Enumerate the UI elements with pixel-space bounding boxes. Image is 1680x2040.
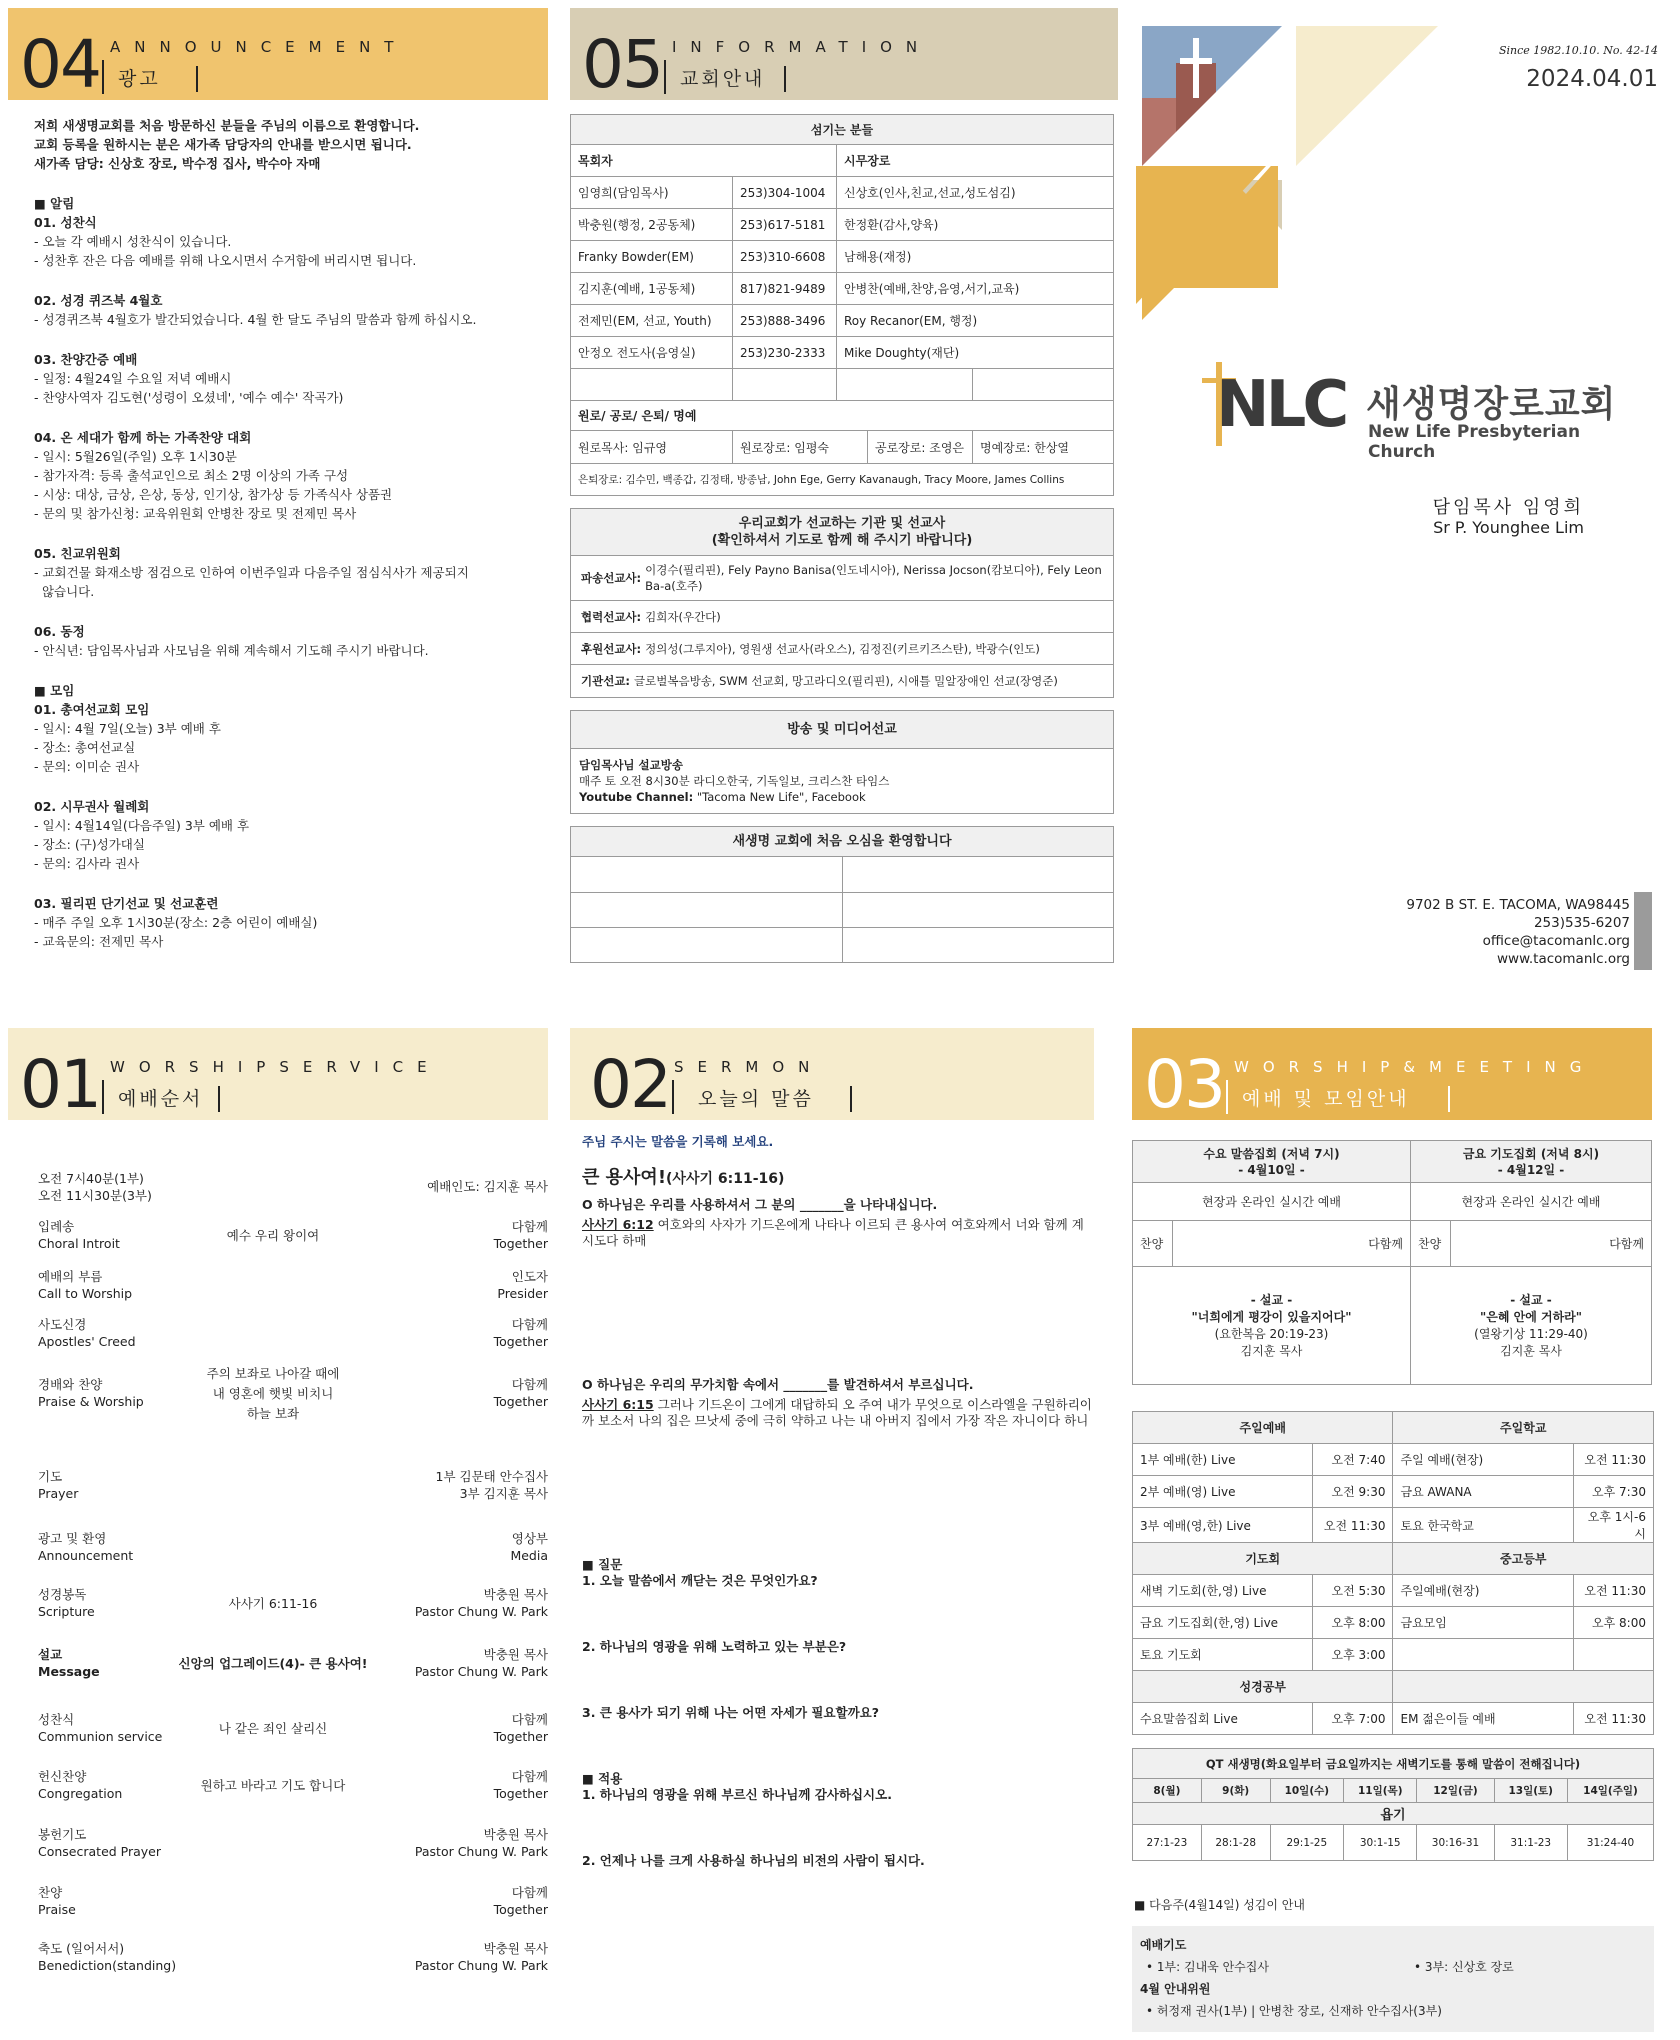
table-row: 1부 예배(한) Live 오전 7:40 주일 예배(현장) 오전 11:30 — [1133, 1444, 1654, 1476]
list-item: 01. 총여선교회 모임 - 일시: 4월 7일(오늘) 3부 예배 후 - 장소: 총여선교실 - 문의: 이미순 권사 — [34, 702, 221, 774]
issue-date: 2024.04.01 — [1526, 66, 1658, 92]
section-number: 04 — [20, 26, 100, 103]
sermon-body: 주님 주시는 말씀을 기록해 보세요. 큰 용사여!(사사기 6:11-16) O 하나님은 우리를 사용하셔서 그 분의 _______을 나타내십니다. 사사기 6:12 여호와의 사자가 기드온에게 나타나 이르되 큰 용사여 여호와께서 너와 함께 계시도다 하매 O 하나님은 우리의 무가치함 속에서 _______를 발견하셔서 부르십니다. 사사기 6:15 그러나 기드온이 그에게 대답하되 오 주여 내가 무엇으로 이스라엘을 구원하리이까 보소서 나의 집은 므낫세 중에 극히 약하고 나는 내 아버지 집에서 가장 작은 자니이다 하니 ■ 질문 1. 오늘 말씀에서 깨닫는 것은 무엇인가요? 2. 하나님의 영광을 위해 노력하고 있는 부분은? 3. 큰 용사가 되기 위해 나는 어떤 자세가 필요할까요? ■ 적용 1. 하나님의 영광을 위해 부르신 하나님께 감사하십시오. 2. 언제나 나를 크게 사용하실 하나님의 비전의 사람이 됩시다. — [582, 1134, 1094, 1869]
notice-list — [34, 213, 544, 660]
table-row: 임영희(담임목사) 253)304-1004 신상호(인사,친교,선교,성도섬김) — [571, 177, 1114, 209]
church-name-en: New Life Presbyterian Church — [1368, 422, 1581, 462]
meeting-list — [34, 700, 544, 951]
table-row: 금요 기도집회(한,영) Live 오후 8:00 금요모임 오후 8:00 — [1133, 1607, 1654, 1639]
table-row: 주일예배 주일학교 — [1133, 1412, 1654, 1444]
table-row: 수요말씀집회 Live 오후 7:00 EM 젊은이들 예배 오전 11:30 — [1133, 1703, 1654, 1735]
questions-heading: ■ 질문 — [582, 1557, 623, 1572]
list-item: 02. 시무권사 월례회 - 일시: 4월14일(다음주일) 3부 예배 후 - 장소: (구)성가대실 - 문의: 김사라 권사 — [34, 799, 250, 871]
list-item: 06. 동정 - 안식년: 담임목사님과 사모님을 위해 계속해서 기도해 주시기 바랍니다. — [34, 624, 429, 658]
qt-table: QT 새생명(화요일부터 금요일까지는 새벽기도를 통해 말씀이 전해집니다) 8(월) 9(화) 10일(수) 11일(목) 12일(금) 13일(토) 14일(주일) 욥기 27:1-23 28:1-28 29:1-25 30:1-15 30:16-31 31:1-23 31:24-40 — [1132, 1748, 1654, 1861]
logo-letters: NLC — [1216, 368, 1346, 442]
announcement-body — [34, 116, 544, 972]
list-item: 03. 필리핀 단기선교 및 선교훈련 - 매주 주일 오후 1시30분(장소: 2층 어린이 예배실) - 교육문의: 전제민 목사 — [34, 896, 318, 949]
qt-book: 욥기 — [1133, 1803, 1654, 1825]
announcement-intro: 저희 새생명교회를 처음 방문하신 분들을 주님의 이름으로 환영합니다. 교회 등록을 원하시는 분은 새가족 담당자의 안내를 받으시면 됩니다. 새가족 담당: 신상호 장로, 박수정 집사, 박수아 자매 — [34, 118, 420, 171]
table-row: Franky Bowder(EM) 253)310-6608 남해용(재정) — [571, 241, 1114, 273]
section-title-en: WORSHIP&MEETING — [1234, 1058, 1596, 1076]
welcome-section: 새생명 교회에 처음 오심을 환영합니다 — [570, 826, 1114, 963]
meeting-heading: ■ 모임 — [34, 683, 75, 698]
information-body — [570, 114, 1114, 963]
table-row: 3부 예배(영,한) Live 오전 11:30 토요 한국학교 오후 1시-6시 — [1133, 1508, 1654, 1543]
prayer-box: 예배기도 • 1부: 김내욱 안수집사 • 3부: 신상호 장로 4월 안내위원 • 허정재 권사(1부) | 안병찬 장로, 신재하 안수집사(3부) — [1132, 1926, 1654, 2032]
announcement-panel — [8, 8, 548, 998]
notice-heading: ■ 알림 — [34, 196, 75, 211]
information-panel — [570, 8, 1118, 998]
serving-title: 섬기는 분들 — [571, 115, 1114, 145]
pastor-name-en: Sr P. Younghee Lim — [1433, 518, 1584, 537]
worship-order: 오전 7시40분(1부) 오전 11시30분(3부) 예배인도: 김지훈 목사 입례송 Choral Introit 예수 우리 왕이여 다함께 Together 예배의 부름 Call to Worship 인도자 Presider 사도신경 Apostles' Creed 다함께 Together 경배와 찬양 Praise & Worship 주의 보좌로 나아갈 때에 내 영혼에 햇빛 비치니 하늘 보좌 다함께 Together 기도 Prayer 1부 김문태 안수집사 3부 김지훈 목사 광고 및 환영 Announcement 영상부 Media 성경봉독 Scripture 사사기 6:11-16 박충원 목사 Pastor Chung W. Park 설교 Message 신앙의 업그레이드(4)- 큰 용사여! 박충원 목사 Pastor Chung W. Park 성찬식 Communion service 나 같은 죄인 살리신 다함께 Together 헌신찬양 Congregation 원하고 바라고 기도 합니다 다함께 Together 봉헌기도 Consecrated Prayer 박충원 목사 Pastor Chung W. Park 찬양 Praise 다함께 Together 축도 (일어서서) Benediction(standing) 박충원 목사 Pastor Chung W. Park — [38, 1171, 548, 1973]
retired-elders: 은퇴장로: 김수민, 백종갑, 김정태, 방종남, John Ege, Gerry Kavanaugh, Tracy Moore, James Collins — [571, 464, 1114, 496]
mission-section: 우리교회가 선교하는 기관 및 선교사 (확인하셔서 기도로 함께 해 주시기 바랍니다) 파송선교사: 이경수(필리핀), Fely Payno Banisa(인도네시아), Nerissa Jocson(캄보디아), Fely Leon Ba-a(호주) 협력선교사: 김희자(우간다) 후원선교사: 정의성(그루지아), 영원생 선교사(라오스), 김정진(키르키즈스탄), 박광수(인도) 기관선교: 글로벌복음방송, SWM 선교회, 망고라디오(필리핀), 시애틀 밀알장애인 선교(장영준) — [570, 508, 1114, 698]
table-row: 2부 예배(영) Live 오전 9:30 금요 AWANA 오후 7:30 — [1133, 1476, 1654, 1508]
section-number: 02 — [590, 1046, 670, 1123]
table-row: 새벽 기도회(한,영) Live 오전 5:30 주일예배(현장) 오전 11:30 — [1133, 1575, 1654, 1607]
evening-services-table: 수요 말씀집회 (저녁 7시) - 4월10일 - 금요 기도집회 (저녁 8시) - 4월12일 - 현장과 온라인 실시간 예배 현장과 온라인 실시간 예배 찬양 다함께 찬양 다함께 - 설교 - "너희에게 평강이 있을지어다" (요한복음 20:19-23) 김지훈 목사 - 설교 - "은혜 안에 거하라" (열왕기상 11:29-40) 김지훈 목사 — [1132, 1140, 1652, 1385]
section-title-en: ANNOUNCEMENT — [110, 38, 408, 56]
next-week-flower: ■ 다음주(4월14일) 성김이 안내 — [1134, 1898, 1305, 1912]
church-logo — [1198, 354, 1618, 462]
section-number: 05 — [582, 26, 662, 103]
church-name-ko: 새생명장로교회 — [1366, 384, 1617, 425]
qt-title: QT 새생명(화요일부터 금요일까지는 새벽기도를 통해 말씀이 전해집니다) — [1133, 1749, 1654, 1779]
meeting-panel — [1132, 1028, 1678, 2038]
church-address: 9702 B ST. E. TACOMA, WA98445 253)535-6207 office@tacomanlc.org www.tacomanlc.org — [1406, 897, 1630, 967]
section-title-ko: 예배순서 — [118, 1088, 204, 1110]
section-title-en: INFORMATION — [672, 38, 932, 56]
section-title-ko: 예배 및 모임안내 — [1242, 1088, 1410, 1110]
table-row: 김지훈(예배, 1공동체) 817)821-9489 안병찬(예배,찬양,음영,서기,교육) — [571, 273, 1114, 305]
section-number: 01 — [20, 1046, 100, 1123]
list-item: 05. 친교위원회 - 교회건물 화재소방 점검으로 인하여 이번주일과 다음주일 점심식사가 제공되지 않습니다. — [34, 546, 469, 599]
list-item: 01. 성찬식 - 오늘 각 예배시 성찬식이 있습니다. - 성찬후 잔은 다음 예배를 위해 나오시면서 수거함에 버리시면 됩니다. — [34, 215, 417, 268]
sermon-note: 주님 주시는 말씀을 기록해 보세요. — [582, 1134, 774, 1149]
serving-table: 섬기는 분들 목회자 시무장로 임영희(담임목사) 253)304-1004 신상호(인사,친교,선교,성도섬김) 박충원(행정, 2공동체) 253)617-5181 한정환(감사,양육) Franky Bowder(EM) 253)310-6608 남해용(재정) 김지훈(예배, 1공동체) 817)821-9489 안병찬(예배,찬양,음영,서기,교육) 전제민(EM, 선교, Youth) 253)888-3496 Roy Recanor(EM, 행정) 안정오 전도사(음영실) 253)230-2333 Mike Doughty(재단) 원로/ 공로/ 은퇴/ 명예 원로목사: 임규영 원로장로: 임평숙 공로장로: 조영은 명예장로: 한상열 은퇴장로: 김수민, 백종갑, 김정태, 방종남, John Ege, Gerry Kavanaugh, Tracy Moore, James Collins — [570, 114, 1114, 496]
section-number: 03 — [1144, 1046, 1224, 1123]
list-item: 파송선교사: 이경수(필리핀), Fely Payno Banisa(인도네시아), Nerissa Jocson(캄보디아), Fely Leon Ba-a(호주) — [571, 556, 1113, 601]
pastor-name-ko: 담임목사 임영희 — [1432, 497, 1584, 518]
list-item: 03. 찬양간증 예배 - 일정: 4월24일 수요일 저녁 예배시 - 찬양사역자 김도현('성령이 오셨네', '예수 예수' 작곡가) — [34, 352, 344, 405]
gray-bar — [1634, 892, 1652, 970]
information-header — [570, 8, 1118, 103]
sermon-header — [570, 1028, 1094, 1123]
table-row: 안정오 전도사(음영실) 253)230-2333 Mike Doughty(재단) — [571, 337, 1114, 369]
worship-panel — [8, 1028, 556, 2038]
table-row: 전제민(EM, 선교, Youth) 253)888-3496 Roy Recanor(EM, 행정) — [571, 305, 1114, 337]
sermon-ref: (사사기 6:11-16) — [666, 1171, 785, 1187]
issue-since: Since 1982.10.10. No. 42-14 — [1498, 44, 1658, 57]
list-item: 기관선교: 글로벌복음방송, SWM 선교회, 망고라디오(필리핀), 시애틀 밀알장애인 선교(장영준) — [581, 674, 1058, 688]
pale-triangle — [1296, 26, 1438, 166]
list-item: 후원선교사: 정의성(그루지아), 영원생 선교사(라오스), 김정진(키르키즈스탄), 박광수(인도) — [571, 633, 1113, 665]
list-item: 04. 온 세대가 함께 하는 가족찬양 대회 - 일시: 5월26일(주일) 오후 1시30분 - 참가자격: 등록 출석교인으로 최소 2명 이상의 가족 구성 - 시상: 대상, 금상, 은상, 동상, 인기상, 참가상 등 가족식사 상품권 - 문의 및 참가신청: 교육위원회 안병찬 장로 및 전제민 목사 — [34, 430, 393, 521]
section-title-ko: 오늘의 말씀 — [698, 1088, 814, 1110]
table-row: 박충원(행정, 2공동체) 253)617-5181 한정환(감사,양육) — [571, 209, 1114, 241]
media-section: 방송 및 미디어선교 담임목사님 설교방송 매주 토 오전 8시30분 라디오한국, 기독일보, 크리스찬 타임스 Youtube Channel: "Tacoma New Life", Facebook — [570, 710, 1114, 814]
sermon-panel — [570, 1028, 1118, 2038]
service-leader: 예배인도: 김지훈 목사 — [427, 1179, 548, 1194]
table-row: 성경공부 — [1133, 1671, 1654, 1703]
table-row: 토요 기도회 오후 3:00 — [1133, 1639, 1654, 1671]
section-title-ko: 교회안내 — [680, 68, 766, 90]
section-title-en: WORSHIPSERVICE — [110, 1058, 441, 1076]
sermon-title: 큰 용사여! — [582, 1167, 667, 1188]
cover-panel — [1136, 8, 1676, 998]
schedule-table — [1132, 1411, 1654, 1735]
list-item: 협력선교사: 김희자(우간다) — [571, 601, 1113, 633]
announcement-header — [8, 8, 548, 103]
section-title-ko: 광고 — [118, 68, 161, 90]
table-row: 기도회 중고등부 — [1133, 1543, 1654, 1575]
section-title-en: SERMON — [674, 1058, 824, 1076]
list-item: 02. 성경 퀴즈북 4월호 - 성경퀴즈북 4월호가 발간되었습니다. 4월 한 달도 주님의 말씀과 함께 하십시오. — [34, 293, 477, 327]
application-heading: ■ 적용 — [582, 1771, 623, 1786]
meeting-header — [1132, 1028, 1652, 1123]
